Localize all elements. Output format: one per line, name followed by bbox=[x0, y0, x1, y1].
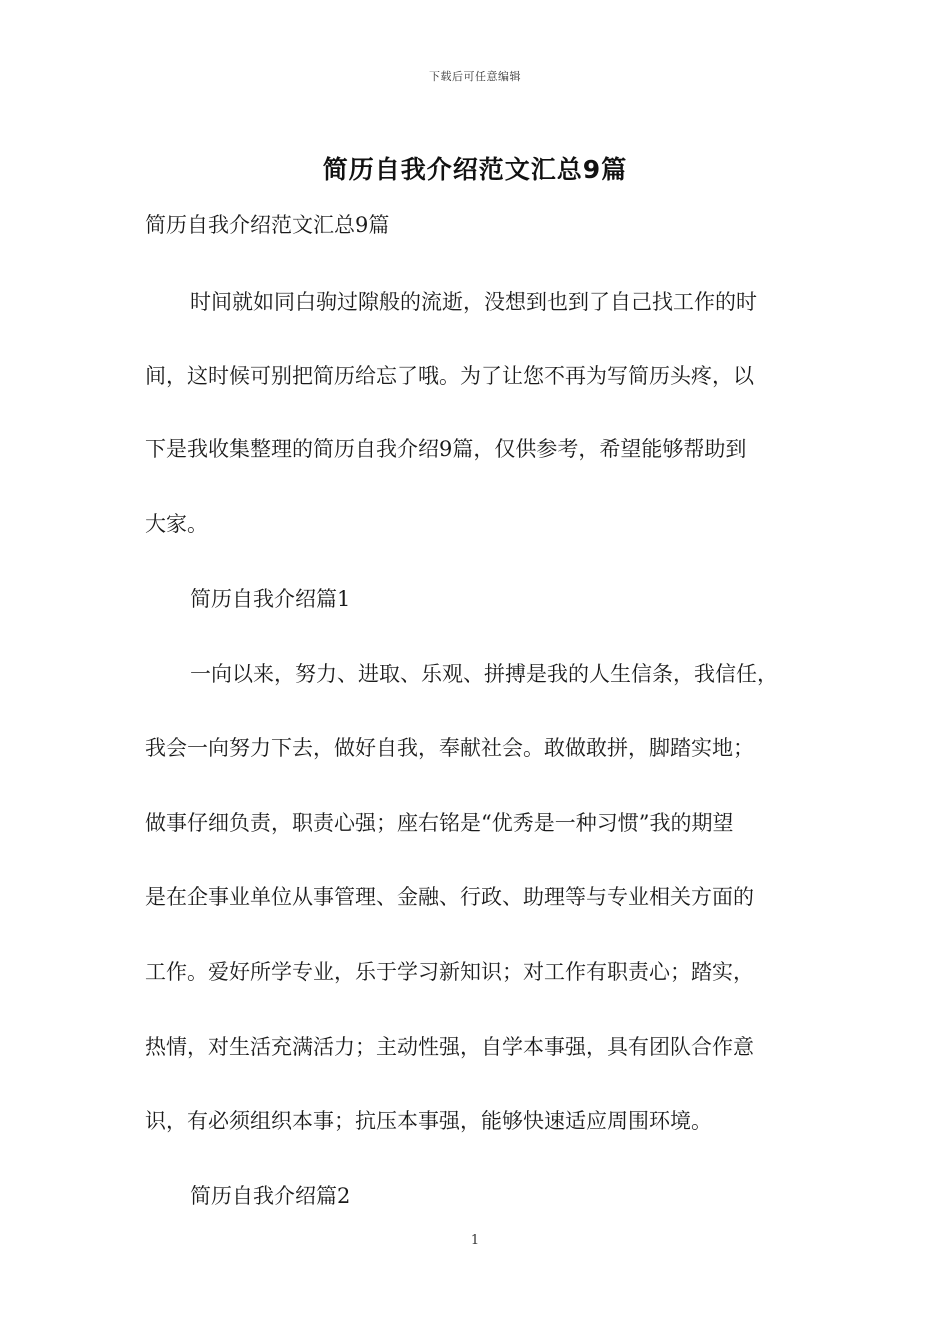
intro-line-2: 间，这时候可别把简历给忘了哦。为了让您不再为写简历头疼，以 bbox=[145, 364, 754, 388]
section-1-line-2: 我会一向努力下去，做好自我，奉献社会。敢做敢拼，脚踏实地； bbox=[145, 736, 754, 760]
section-1-line-5: 工作。爱好所学专业，乐于学习新知识；对工作有职责心；踏实， bbox=[145, 960, 754, 984]
document-title: 简历自我介绍范文汇总9篇 bbox=[322, 155, 628, 184]
intro-line-3: 下是我收集整理的简历自我介绍9篇，仅供参考，希望能够帮助到 bbox=[145, 437, 747, 461]
intro-line-1: 时间就如同白驹过隙般的流逝，没想到也到了自己找工作的时 bbox=[190, 290, 757, 314]
document-subtitle: 简历自我介绍范文汇总9篇 bbox=[145, 213, 390, 237]
section-1-heading: 简历自我介绍篇1 bbox=[190, 587, 351, 611]
section-1-line-6: 热情，对生活充满活力；主动性强，自学本事强，具有团队合作意 bbox=[145, 1035, 754, 1059]
section-1-line-1: 一向以来，努力、进取、乐观、拼搏是我的人生信条，我信任， bbox=[190, 662, 778, 686]
section-1-line-3: 做事仔细负责，职责心强；座右铭是“优秀是一种习惯”我的期望 bbox=[145, 811, 734, 835]
page-number: 1 bbox=[470, 1233, 480, 1248]
section-1-line-4: 是在企事业单位从事管理、金融、行政、助理等与专业相关方面的 bbox=[145, 885, 754, 909]
header-note: 下载后可任意编辑 bbox=[429, 70, 521, 83]
intro-line-4: 大家。 bbox=[145, 512, 208, 536]
section-2-heading: 简历自我介绍篇2 bbox=[190, 1184, 351, 1208]
section-1-line-7: 识，有必须组织本事；抗压本事强，能够快速适应周围环境。 bbox=[145, 1109, 712, 1133]
